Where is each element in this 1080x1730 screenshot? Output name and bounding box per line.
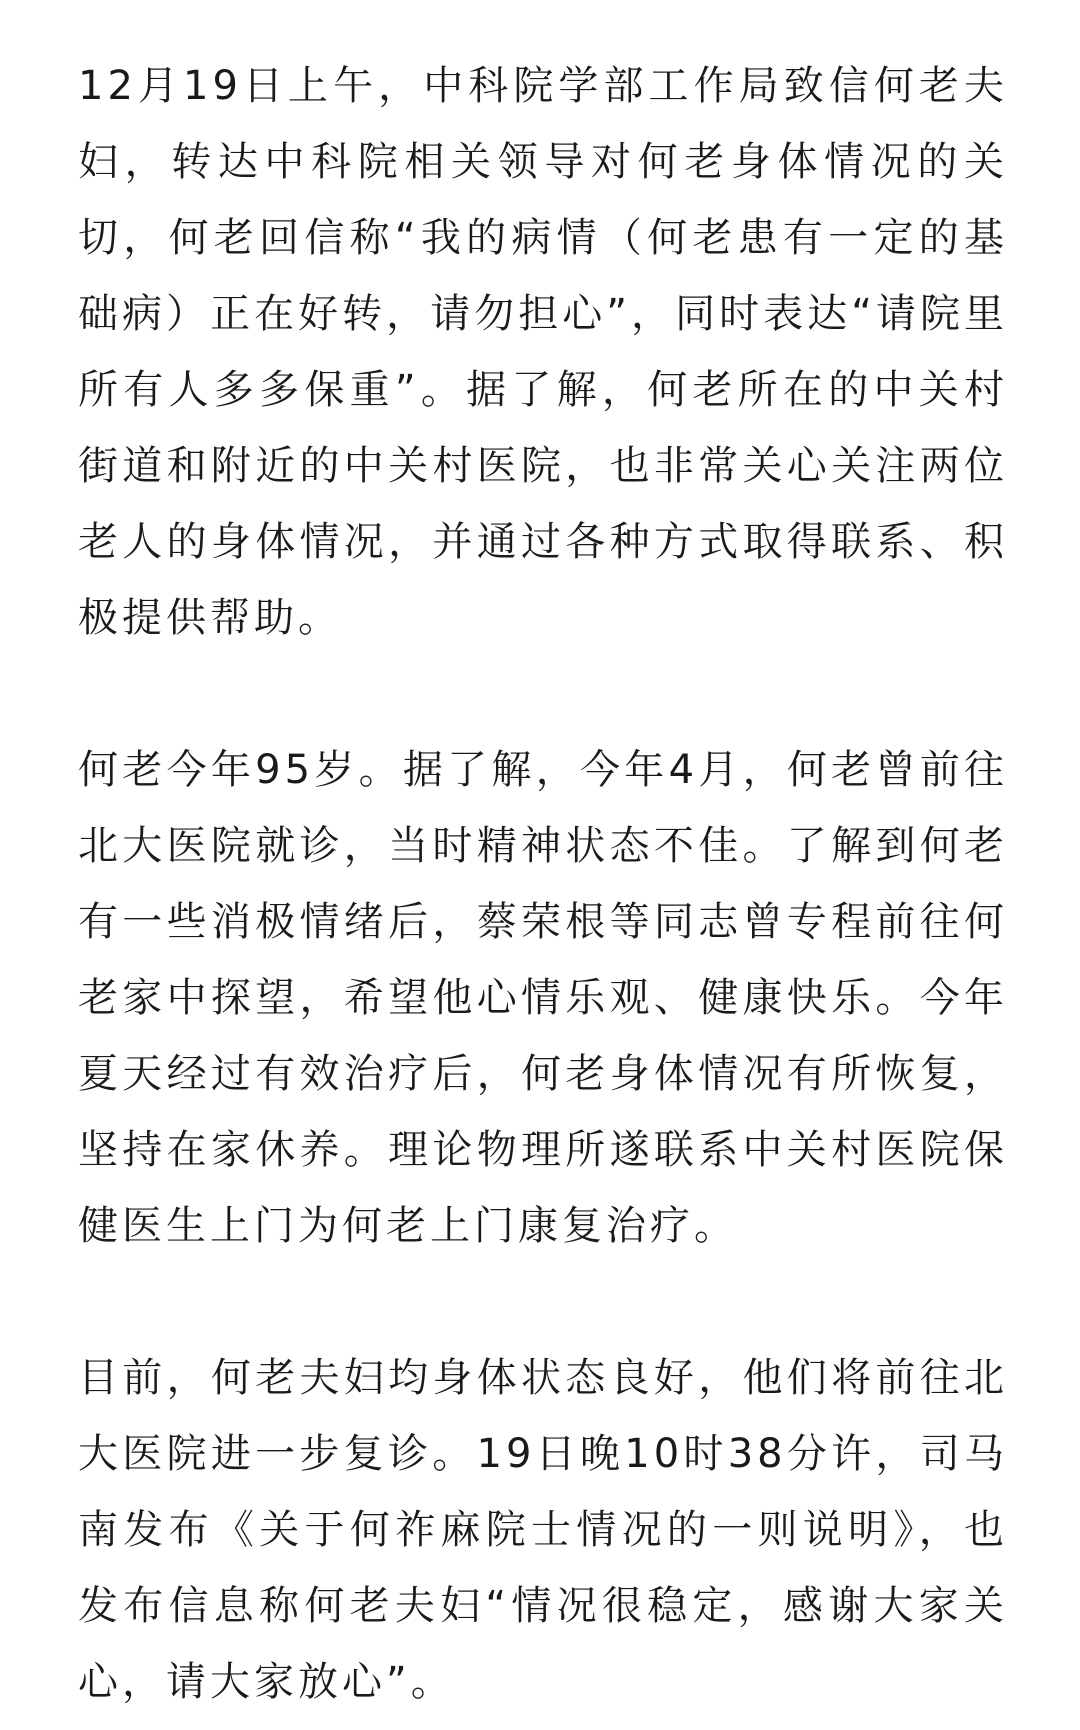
article-body <box>78 48 1008 1720</box>
article-paragraph-3: 目前，何老夫妇均身体状态良好，他们将前往北大医院进一步复诊。19日晚10时38分许，司马南发布《关于何祚麻院士情况的一则说明》，也发布信息称何老夫妇“情况很稳定，感谢大家关心，请大家放心”。 <box>78 1355 1008 1705</box>
article-paragraph-2: 何老今年95岁。据了解，今年4月，何老曾前往北大医院就诊，当时精神状态不佳。了解到何老有一些消极情绪后，蔡荣根等同志曾专程前往何老家中探望，希望他心情乐观、健康快乐。今年夏天经过有效治疗后，何老身体情况有所恢复，坚持在家休养。理论物理所遂联系中关村医院保健医生上门为何老上门康复治疗。 <box>78 747 1008 1249</box>
article-paragraph-1: 12月19日上午，中科院学部工作局致信何老夫妇，转达中科院相关领导对何老身体情况的关切，何老回信称“我的病情（何老患有一定的基础病）正在好转，请勿担心”，同时表达“请院里所有人多多保重”。据了解，何老所在的中关村街道和附近的中关村医院，也非常关心关注两位老人的身体情况，并通过各种方式取得联系、积极提供帮助。 <box>78 63 1008 641</box>
